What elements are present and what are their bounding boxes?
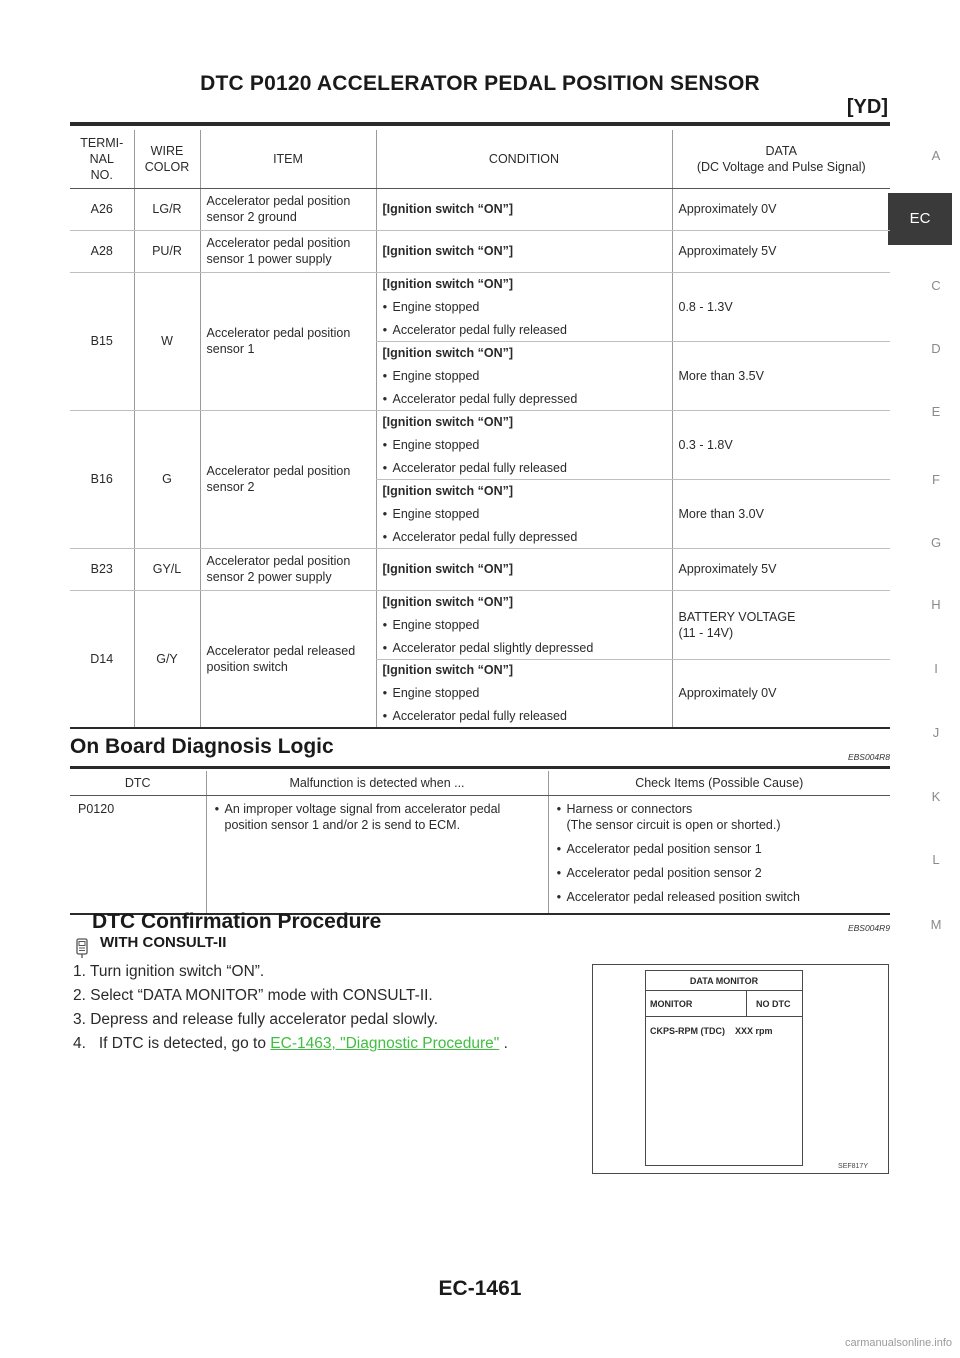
condition-bullet: ● Accelerator pedal slightly depressed — [383, 640, 666, 656]
wire-color: G/Y — [134, 590, 200, 728]
terminal-no: A28 — [70, 230, 134, 272]
confirm-heading: DTC Confirmation Procedure — [92, 910, 382, 933]
malfunction-cell — [206, 795, 548, 914]
dtc-code: P0120 — [70, 795, 206, 914]
step-2: 2. Select “DATA MONITOR” mode with CONSULT-II. — [73, 987, 433, 1004]
condition-cell — [376, 659, 672, 728]
condition-bullet: ● Engine stopped — [383, 617, 666, 633]
consult-screen — [645, 970, 803, 1166]
step-4-end: . — [499, 1035, 508, 1052]
data-value: Approximately 0V — [672, 659, 890, 728]
table-row — [70, 230, 890, 272]
step-4 — [73, 1032, 508, 1056]
figure-code: SEF817Y — [838, 1163, 868, 1170]
obd-heading: On Board Diagnosis Logic — [70, 735, 334, 758]
index-letter-c[interactable]: C — [931, 278, 941, 293]
condition-bullet: ● Accelerator pedal fully depressed — [383, 391, 666, 407]
check-item: ● Accelerator pedal position sensor 2 — [557, 865, 883, 881]
condition-bullet: ● Engine stopped — [383, 685, 666, 701]
index-letter-k[interactable]: K — [931, 789, 941, 804]
header-check-items: Check Items (Possible Cause) — [548, 771, 890, 795]
data-monitor-figure — [592, 964, 889, 1174]
index-active-ec[interactable]: EC — [888, 193, 952, 245]
index-letter-h[interactable]: H — [931, 597, 941, 612]
consult-tool-icon — [72, 937, 94, 959]
condition-bullet: ● Accelerator pedal fully released — [383, 708, 666, 724]
wire-color: GY/L — [134, 548, 200, 590]
terminal-no: B23 — [70, 548, 134, 590]
terminal-no: B15 — [70, 272, 134, 410]
table-row — [70, 548, 890, 590]
wire-color: G — [134, 410, 200, 548]
obd-code: EBS004R8 — [847, 752, 890, 762]
index-letter-f[interactable]: F — [932, 472, 940, 487]
header-rule — [70, 122, 890, 126]
screen-no-dtc: NO DTC — [756, 999, 791, 1009]
obd-rule — [70, 766, 890, 769]
index-letter-e[interactable]: E — [931, 404, 941, 419]
header-dtc: DTC — [70, 771, 206, 795]
index-letter-a[interactable]: A — [931, 148, 941, 163]
header-malfunction: Malfunction is detected when ... — [206, 771, 548, 795]
condition-bullet: ● Engine stopped — [383, 506, 666, 522]
condition-ign: [Ignition switch “ON”] — [382, 594, 514, 609]
table-row — [70, 410, 890, 479]
page-title: DTC P0120 ACCELERATOR PEDAL POSITION SENSOR — [200, 72, 760, 95]
check-item: ● Harness or connectors (The sensor circuit is open or shorted.) — [557, 801, 883, 833]
check-item: ● Accelerator pedal position sensor 1 — [557, 841, 883, 857]
condition-cell — [376, 341, 672, 410]
section-index — [888, 0, 960, 1358]
item-text: Accelerator pedal position sensor 1 — [200, 272, 376, 410]
index-letter-d[interactable]: D — [931, 341, 941, 356]
page-number: EC-1461 — [438, 1277, 522, 1300]
step-4-text: 4. If DTC is detected, go to — [73, 1035, 271, 1052]
terminal-no: B16 — [70, 410, 134, 548]
item-text: Accelerator pedal position sensor 2 ground — [200, 188, 376, 230]
index-letter-g[interactable]: G — [930, 535, 942, 550]
item-text: Accelerator pedal position sensor 2 power supply — [200, 548, 376, 590]
table-row — [70, 795, 890, 914]
condition-ign: [Ignition switch “ON”] — [382, 345, 514, 360]
header-item: ITEM — [200, 130, 376, 188]
data-value: BATTERY VOLTAGE (11 - 14V) — [672, 590, 890, 659]
header-condition: CONDITION — [376, 130, 672, 188]
item-text: Accelerator pedal released position switch — [200, 590, 376, 728]
condition-text: [Ignition switch “ON”] — [376, 548, 672, 590]
item-text: Accelerator pedal position sensor 1 power supply — [200, 230, 376, 272]
table-row — [70, 590, 890, 659]
index-letter-i[interactable]: I — [934, 661, 938, 676]
wire-color: W — [134, 272, 200, 410]
screen-rpm-line: CKPS-RPM (TDC) XXX rpm — [650, 1026, 773, 1036]
table-row — [70, 188, 890, 230]
condition-bullet: ● Accelerator pedal fully released — [383, 322, 666, 338]
check-items-cell — [548, 795, 890, 914]
data-value: 0.8 - 1.3V — [672, 272, 890, 341]
wire-color: LG/R — [134, 188, 200, 230]
condition-bullet: ● Accelerator pedal fully released — [383, 460, 666, 476]
terminal-table — [70, 130, 890, 729]
header-terminal: TERMI- NAL NO. — [70, 130, 134, 188]
condition-bullet: ● Accelerator pedal fully depressed — [383, 529, 666, 545]
screen-divider — [746, 991, 747, 1017]
data-value: 0.3 - 1.8V — [672, 410, 890, 479]
terminal-no: A26 — [70, 188, 134, 230]
condition-ign: [Ignition switch “ON”] — [382, 276, 514, 291]
condition-text: [Ignition switch “ON”] — [376, 230, 672, 272]
index-letter-l[interactable]: L — [932, 852, 940, 867]
condition-cell — [376, 590, 672, 659]
condition-ign: [Ignition switch “ON”] — [382, 663, 514, 678]
step-3: 3. Depress and release fully accelerator pedal slowly. — [73, 1011, 439, 1028]
obd-table — [70, 771, 890, 915]
condition-cell — [376, 272, 672, 341]
data-value: Approximately 0V — [672, 188, 890, 230]
condition-ign: [Ignition switch “ON”] — [382, 414, 514, 429]
condition-cell — [376, 410, 672, 479]
screen-monitor-label: MONITOR — [650, 999, 693, 1009]
condition-ign: [Ignition switch “ON”] — [382, 483, 514, 498]
check-item: ● Accelerator pedal released position switch — [557, 889, 883, 905]
index-letter-j[interactable]: J — [932, 725, 940, 740]
item-text: Accelerator pedal position sensor 2 — [200, 410, 376, 548]
consult-subheading: WITH CONSULT-II — [100, 934, 227, 951]
header-data: DATA (DC Voltage and Pulse Signal) — [672, 130, 890, 188]
malfunction-text: ● An improper voltage signal from accelerator pedal position sensor 1 and/or 2 is send to ECM. — [215, 801, 540, 833]
condition-bullet: ● Engine stopped — [383, 299, 666, 315]
wire-color: PU/R — [134, 230, 200, 272]
table-row — [70, 272, 890, 341]
data-value: More than 3.5V — [672, 341, 890, 410]
condition-bullet: ● Engine stopped — [383, 368, 666, 384]
data-value: More than 3.0V — [672, 479, 890, 548]
data-value: Approximately 5V — [672, 230, 890, 272]
index-letter-m[interactable]: M — [930, 917, 942, 932]
condition-bullet: ● Engine stopped — [383, 437, 666, 453]
step-1: 1. Turn ignition switch “ON”. — [73, 963, 265, 980]
watermark: carmanualsonline.info — [844, 1337, 952, 1349]
terminal-no: D14 — [70, 590, 134, 728]
header-wire-color: WIRE COLOR — [134, 130, 200, 188]
data-value: Approximately 5V — [672, 548, 890, 590]
procedure-steps — [73, 960, 508, 1056]
condition-text: [Ignition switch “ON”] — [376, 188, 672, 230]
condition-cell — [376, 479, 672, 548]
engine-tag: [YD] — [846, 96, 888, 118]
screen-title: DATA MONITOR — [646, 971, 802, 991]
confirm-code: EBS004R9 — [847, 923, 890, 933]
diagnostic-procedure-link[interactable]: EC-1463, "Diagnostic Procedure" — [270, 1035, 500, 1052]
screen-header-row — [646, 991, 802, 1017]
